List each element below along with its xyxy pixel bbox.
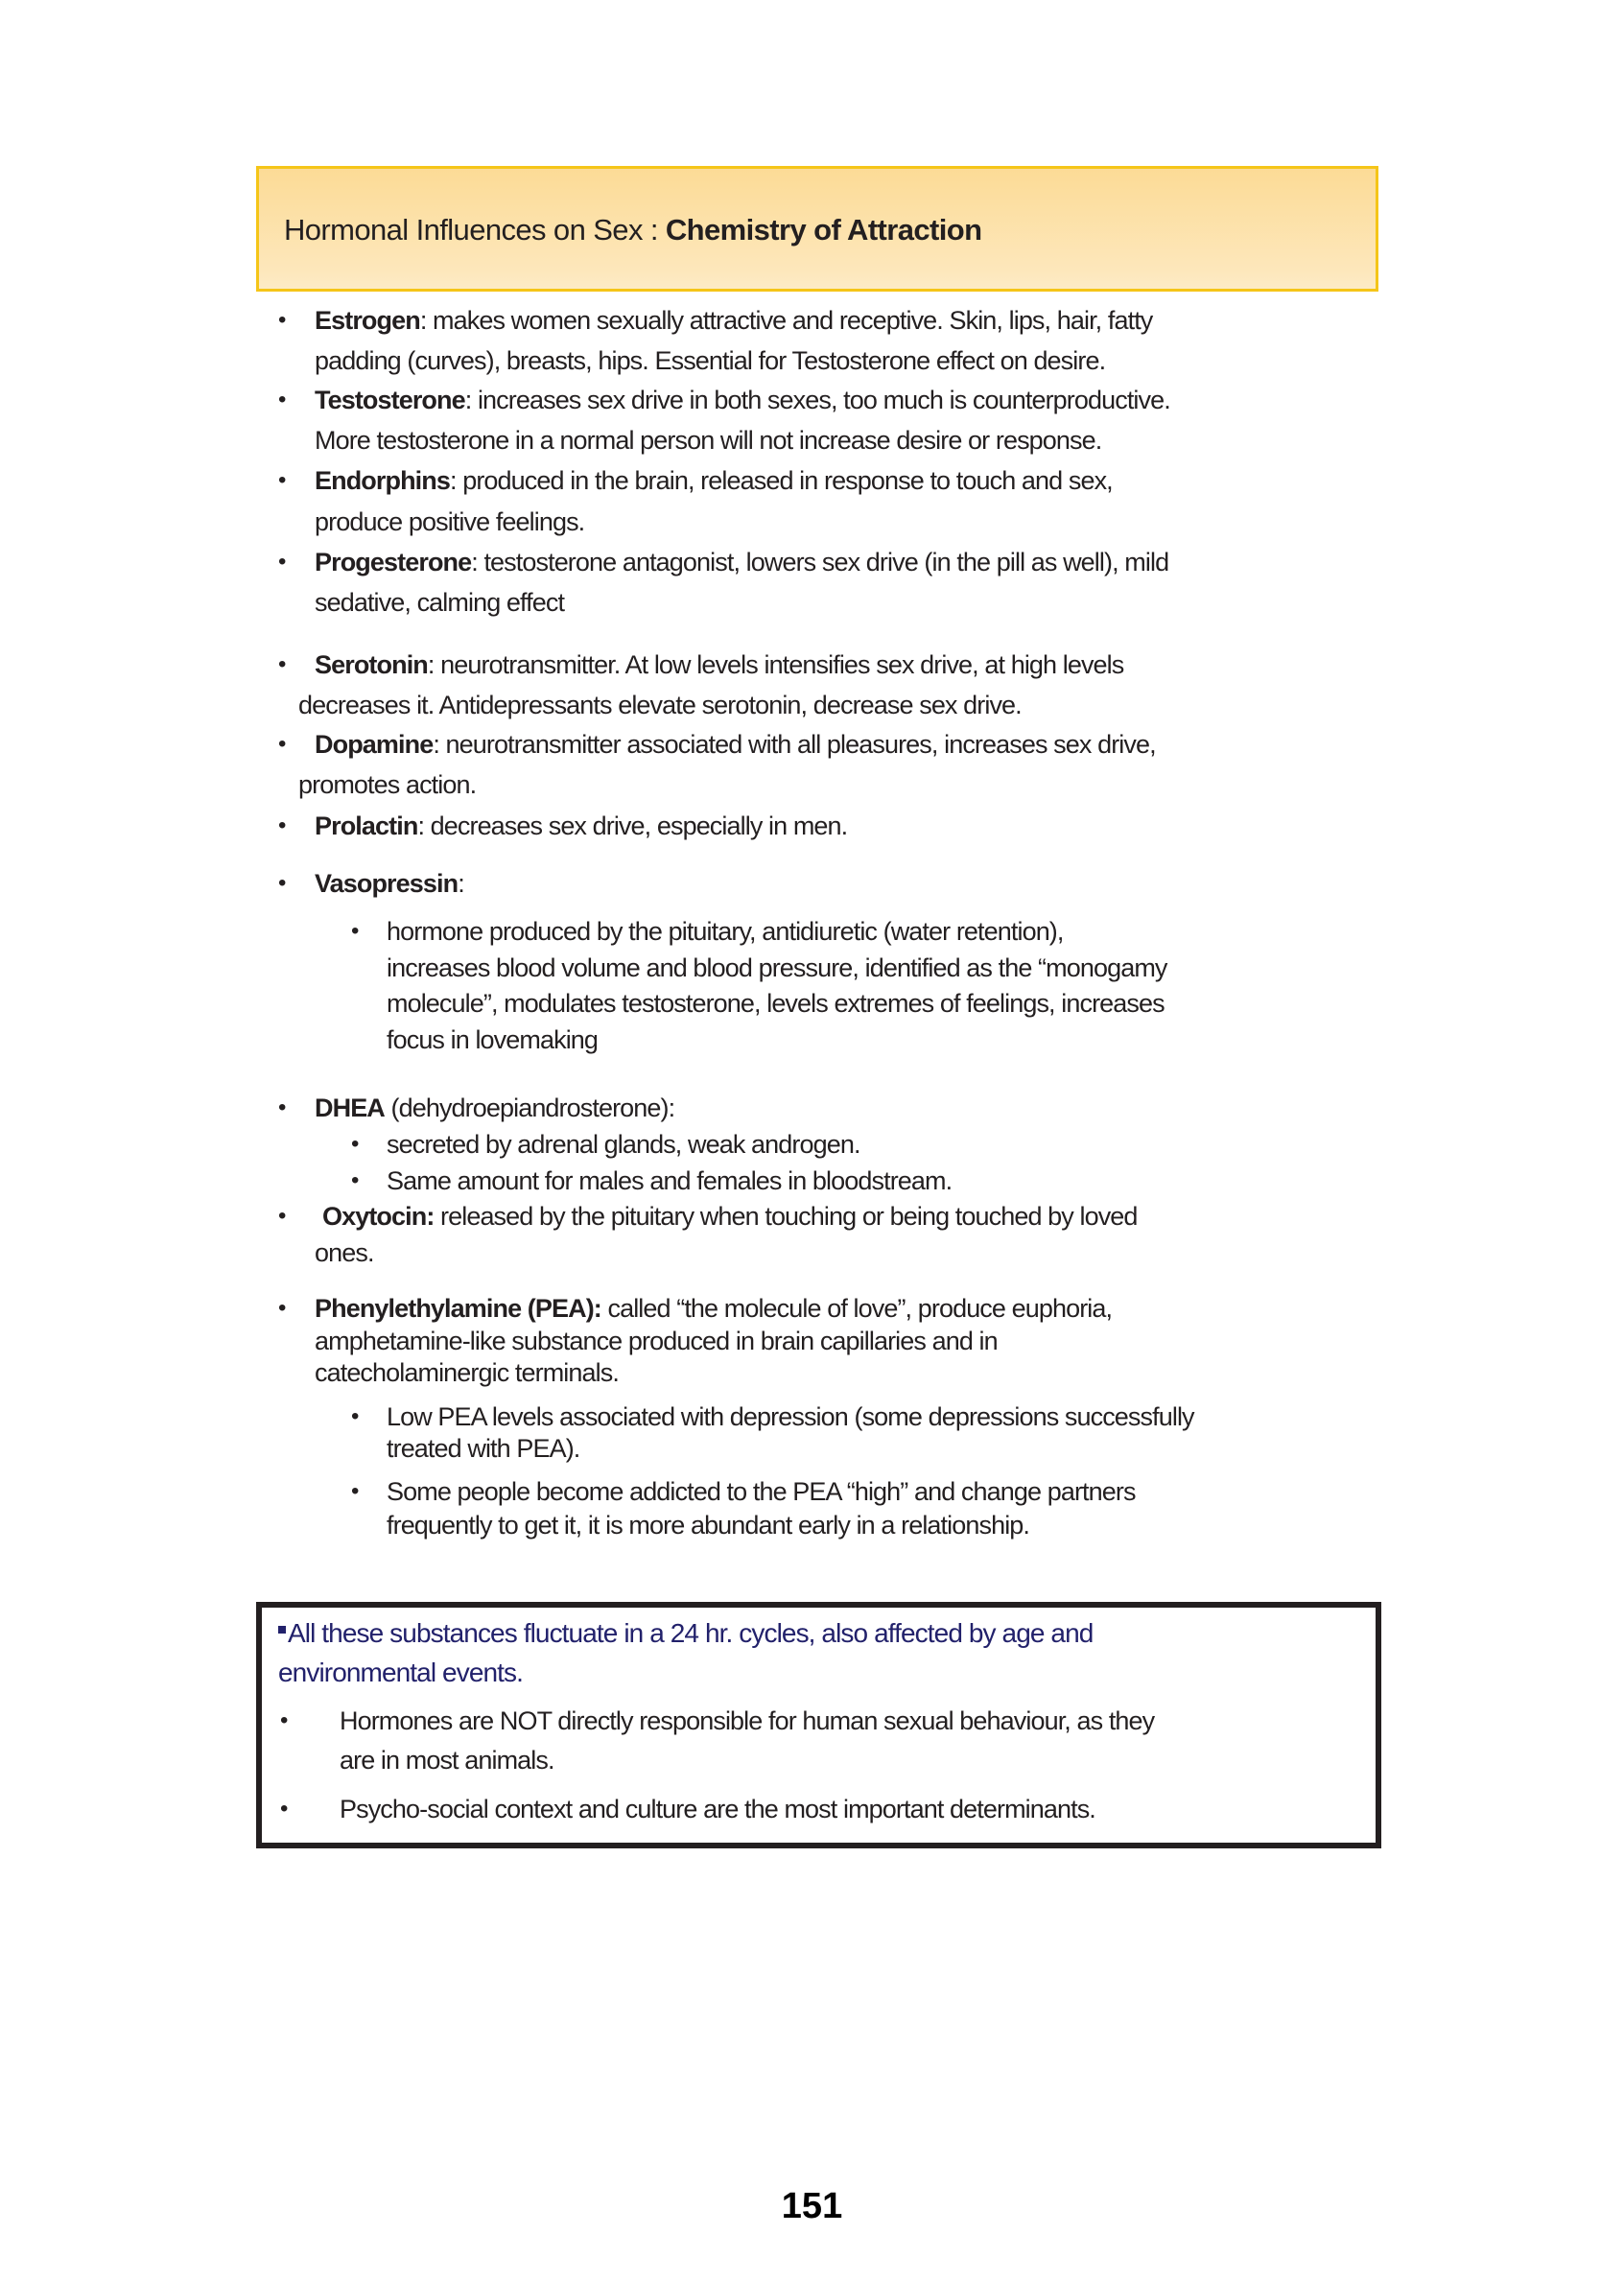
item-text: (dehydroepiandrosterone): — [384, 1093, 675, 1122]
bullet-icon: • — [278, 651, 287, 677]
list-item-endorphins — [315, 464, 1113, 497]
item-label: Testosterone — [315, 386, 465, 414]
sub-item-text: secreted by adrenal glands, weak androgen. — [387, 1130, 860, 1159]
sub-item-text: hormone produced by the pituitary, antidiuretic (water retention), — [387, 917, 1064, 946]
item-label: Prolactin — [315, 811, 418, 840]
bullet-icon: • — [278, 307, 287, 333]
item-text: : decreases sex drive, especially in men. — [417, 811, 848, 840]
item-text: : testosterone antagonist, lowers sex drive (in the pill as well), mild — [471, 548, 1169, 576]
item-label: Estrogen — [315, 306, 420, 335]
title-bold: Chemistry of Attraction — [665, 213, 982, 247]
item-text: released by the pituitary when touching or being touched by loved — [434, 1202, 1138, 1231]
list-item-dopamine — [315, 728, 1156, 761]
item-text-continued: sedative, calming effect — [315, 588, 565, 617]
summary-bullet-text: Hormones are NOT directly responsible for human sexual behaviour, as they — [340, 1706, 1155, 1735]
item-text-continued: More testosterone in a normal person will not increase desire or response. — [315, 426, 1102, 455]
bullet-icon: • — [278, 1094, 287, 1120]
bullet-icon: • — [278, 870, 287, 896]
item-label: Vasopressin — [315, 869, 459, 898]
item-text-continued: amphetamine-like substance produced in brain capillaries and in — [315, 1327, 998, 1355]
item-text: : increases sex drive in both sexes, too much is counterproductive. — [464, 386, 1170, 414]
list-item-vasopressin — [315, 867, 464, 900]
item-label: DHEA — [315, 1093, 385, 1122]
item-text: called “the molecule of love”, produce euphoria, — [600, 1294, 1113, 1323]
sub-item-text: Some people become addicted to the PEA “high” and change partners — [387, 1477, 1136, 1506]
square-bullet-icon — [278, 1626, 286, 1634]
item-text-continued: produce positive feelings. — [315, 507, 585, 536]
bullet-icon: • — [280, 1707, 289, 1733]
title-prefix: Hormonal Influences on Sex : — [284, 213, 666, 247]
bullet-icon: • — [278, 467, 287, 493]
bullet-icon: • — [278, 812, 287, 838]
summary-bullet-text: are in most animals. — [340, 1746, 554, 1775]
item-label: Phenylethylamine (PEA): — [315, 1294, 601, 1323]
bullet-icon: • — [278, 1203, 287, 1229]
item-text: : — [458, 869, 464, 898]
item-label: Endorphins — [315, 466, 450, 495]
list-item-estrogen — [315, 304, 1152, 337]
sub-bullet-icon: • — [351, 918, 360, 944]
sub-item-text: treated with PEA). — [387, 1434, 580, 1463]
bullet-icon: • — [278, 387, 287, 412]
bullet-icon: • — [280, 1796, 289, 1822]
page-title — [284, 213, 981, 247]
bullet-icon: • — [278, 549, 287, 575]
summary-intro — [278, 1617, 1093, 1650]
list-item-testosterone — [315, 384, 1170, 416]
sub-bullet-icon: • — [351, 1131, 360, 1157]
page-number: 151 — [781, 2186, 843, 2226]
sub-bullet-icon: • — [351, 1403, 360, 1429]
item-text: : neurotransmitter associated with all pleasures, increases sex drive, — [433, 730, 1156, 759]
bullet-icon: • — [278, 731, 287, 757]
item-label: Dopamine — [315, 730, 434, 759]
list-item-progesterone — [315, 546, 1168, 578]
sub-bullet-icon: • — [351, 1167, 360, 1193]
item-text-continued: catecholaminergic terminals. — [315, 1358, 619, 1387]
item-text-continued: promotes action. — [298, 770, 477, 799]
list-item-serotonin — [315, 648, 1123, 681]
summary-intro-continued: environmental events. — [278, 1658, 524, 1687]
sub-item-text: increases blood volume and blood pressure, identified as the “monogamy — [387, 953, 1167, 982]
item-text-continued: decreases it. Antidepressants elevate serotonin, decrease sex drive. — [298, 691, 1022, 719]
sub-item-text: molecule”, modulates testosterone, levels extremes of feelings, increases — [387, 989, 1165, 1018]
item-text-continued: ones. — [315, 1238, 374, 1267]
item-text: : neurotransmitter. At low levels intensifies sex drive, at high levels — [427, 650, 1124, 679]
list-item-prolactin — [315, 810, 847, 842]
sub-item-text: Low PEA levels associated with depression (some depressions successfully — [387, 1402, 1194, 1431]
section-title-box — [256, 166, 1378, 292]
list-item-oxytocin — [322, 1200, 1138, 1233]
item-label: Serotonin — [315, 650, 428, 679]
summary-bullet-text: Psycho-social context and culture are the most important determinants. — [340, 1795, 1095, 1823]
bullet-icon: • — [278, 1295, 287, 1321]
list-item-dhea — [315, 1092, 674, 1124]
sub-bullet-icon: • — [351, 1478, 360, 1504]
sub-item-text: Same amount for males and females in bloodstream. — [387, 1166, 953, 1195]
item-text-continued: padding (curves), breasts, hips. Essential for Testosterone effect on desire. — [315, 346, 1106, 375]
item-label: Progesterone — [315, 548, 472, 576]
item-text: : makes women sexually attractive and receptive. Skin, lips, hair, fatty — [419, 306, 1153, 335]
summary-intro-text: All these substances fluctuate in a 24 hr. cycles, also affected by age and — [288, 1618, 1094, 1648]
list-item-pea — [315, 1292, 1112, 1325]
item-text: : produced in the brain, released in response to touch and sex, — [450, 466, 1113, 495]
sub-item-text: frequently to get it, it is more abundant early in a relationship. — [387, 1511, 1030, 1540]
item-label: Oxytocin: — [322, 1202, 435, 1231]
sub-item-text: focus in lovemaking — [387, 1025, 599, 1054]
